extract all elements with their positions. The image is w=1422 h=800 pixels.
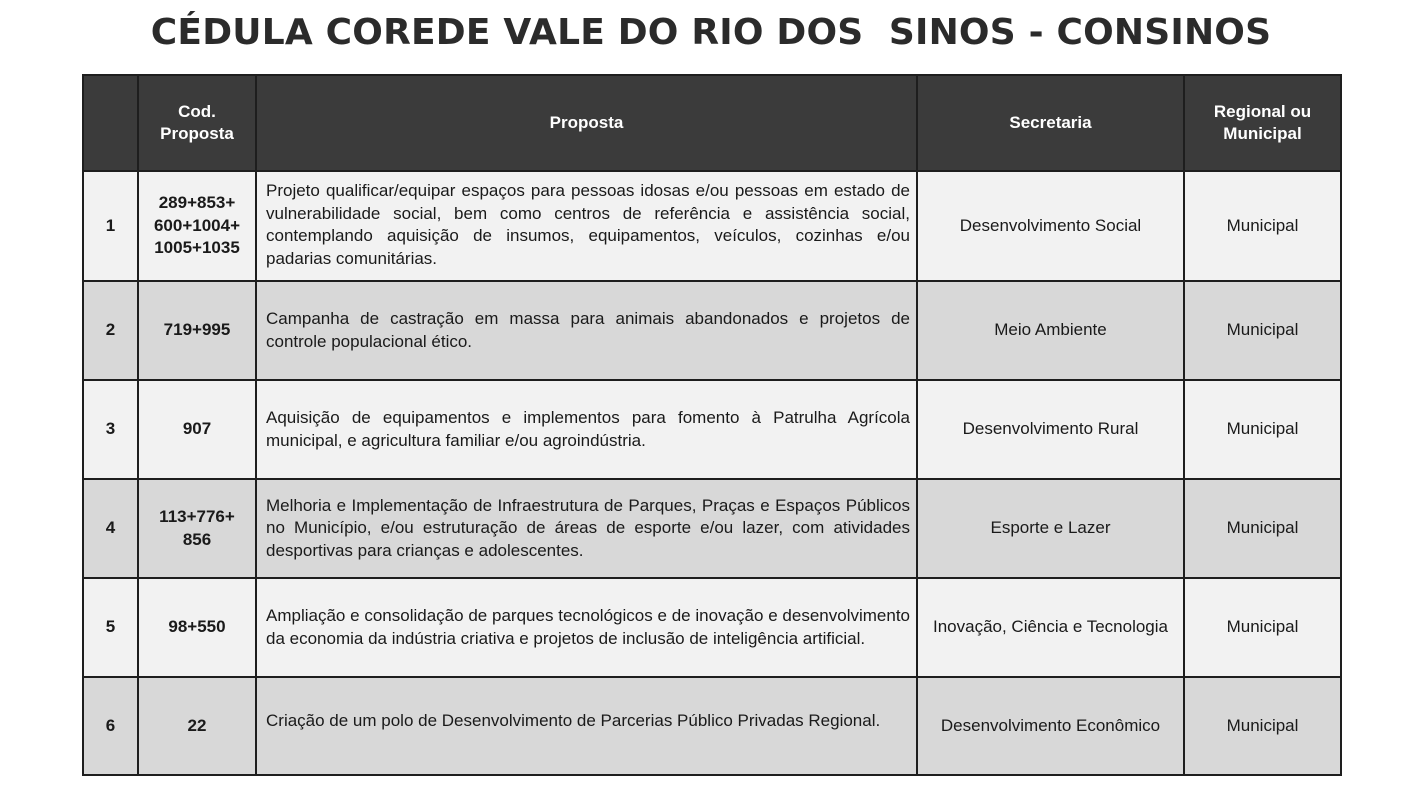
row-proposta-text: Campanha de castração em massa para animais abandonados e projetos de controle populacional ético. [266,309,910,351]
row-cod-proposta: 289+853+ 600+1004+ 1005+1035 [138,171,256,281]
table-row [83,578,1341,677]
row-proposta [256,380,917,479]
row-secretaria: Desenvolvimento Social [917,171,1184,281]
row-cod-proposta: 113+776+ 856 [138,479,256,578]
row-proposta [256,281,917,380]
table-row [83,479,1341,578]
header-secretaria: Secretaria [917,75,1184,171]
row-cod-proposta: 719+995 [138,281,256,380]
row-cod-proposta: 22 [138,677,256,775]
row-secretaria: Desenvolvimento Econômico [917,677,1184,775]
row-number: 2 [83,281,138,380]
row-regional: Municipal [1184,281,1341,380]
header-regional-municipal: Regional ou Municipal [1184,75,1341,171]
row-regional: Municipal [1184,380,1341,479]
table-row [83,380,1341,479]
row-cod-proposta: 907 [138,380,256,479]
row-secretaria: Inovação, Ciência e Tecnologia [917,578,1184,677]
table-row [83,281,1341,380]
row-proposta-text: Projeto qualificar/equipar espaços para pessoas idosas e/ou pessoas em estado de vulnerabilidade social, bem como centros de referência e assistência social, contemplando aquisição de insumos, equipamentos, veículos, cozinhas e/ou padarias comunitárias. [266,181,910,268]
header-index [83,75,138,171]
row-proposta [256,479,917,578]
row-secretaria: Meio Ambiente [917,281,1184,380]
row-proposta-text: Ampliação e consolidação de parques tecnológicos e de inovação e desenvolvimento da economia da indústria criativa e projetos de inclusão de inteligência artificial. [266,606,910,648]
page-title: CÉDULA COREDE VALE DO RIO DOS SINOS - CONSINOS [150,12,1272,53]
row-number: 5 [83,578,138,677]
table-row [83,171,1341,281]
table-header-row [83,75,1341,171]
row-regional: Municipal [1184,479,1341,578]
header-proposta: Proposta [256,75,917,171]
row-number: 3 [83,380,138,479]
table-row [83,677,1341,775]
row-regional: Municipal [1184,677,1341,775]
header-cod-proposta: Cod. Proposta [138,75,256,171]
row-regional: Municipal [1184,578,1341,677]
row-secretaria: Desenvolvimento Rural [917,380,1184,479]
row-number: 6 [83,677,138,775]
row-cod-proposta: 98+550 [138,578,256,677]
proposals-table [82,74,1342,776]
row-secretaria: Esporte e Lazer [917,479,1184,578]
row-proposta-text: Criação de um polo de Desenvolvimento de Parcerias Público Privadas Regional. [266,710,881,730]
row-proposta [256,171,917,281]
row-number: 4 [83,479,138,578]
row-number: 1 [83,171,138,281]
row-proposta [256,578,917,677]
row-proposta [256,677,917,775]
row-proposta-text: Aquisição de equipamentos e implementos para fomento à Patrulha Agrícola municipal, e agricultura familiar e/ou agroindústria. [266,408,910,450]
row-proposta-text: Melhoria e Implementação de Infraestrutura de Parques, Praças e Espaços Públicos no Município, e/ou estruturação de áreas de esporte e/ou lazer, com atividades desportivas para crianças e adolescentes. [266,495,910,560]
row-regional: Municipal [1184,171,1341,281]
